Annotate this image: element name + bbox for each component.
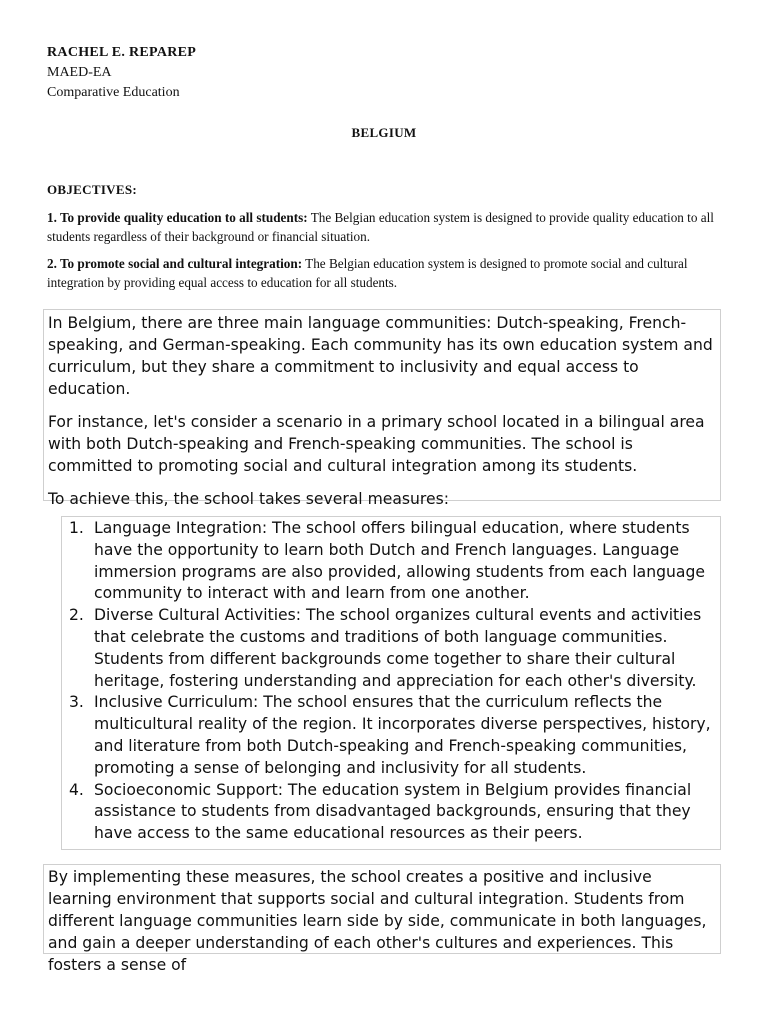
list-text: Language Integration: The school offers bilingual education, where students have the opportunity to learn both Dutch and French languages. Language immersion programs are also provided, allowing students from each language community to interact with and learn from one another. [94,519,705,603]
conclusion-paragraph: By implementing these measures, the school creates a positive and inclusive learning environment that supports social and cultural integration. Students from different language communities learn side by side, communicate in both languages, and gain a deeper understanding of each other's cultures and experiences. This fosters a sense of [48,868,707,974]
list-text: Socioeconomic Support: The education system in Belgium provides financial assistance to students from disadvantaged backgrounds, ensuring that they have access to the same educational resources as their peers. [94,780,692,843]
list-item [66,780,716,845]
objective-text: The Belgian education system is designed to provide quality education to all students regardless of their background or financial situation. [47,210,714,244]
intro-paragraph: For instance, let's consider a scenario in a primary school located in a bilingual area with both Dutch-speaking and French-speaking communities. The school is committed to promoting social and cultural integration among its students. [48,413,705,475]
conclusion-text-box [43,864,721,974]
intro-text-box [43,309,721,508]
list-number: 1. [69,519,84,537]
measures-list-box [61,516,721,850]
objective-text: The Belgian education system is designed to promote social and cultural integration by providing equal access to education for all students. [47,256,688,290]
list-item [66,605,716,692]
author-name: RACHEL E. REPAREP [47,45,197,60]
objective-item [47,255,727,292]
list-number: 3. [69,693,84,712]
intro-paragraph: In Belgium, there are three main language communities: Dutch-speaking, French-speaking, and German-speaking. Each community has its own education system and curriculum, but they share a commitment to inclusivity and equal access to education. [48,314,713,398]
measures-list [66,518,716,845]
objective-label: 1. To provide quality education to all students: [47,210,308,225]
document-title: BELGIUM [351,125,417,140]
intro-paragraph: To achieve this, the school takes several measures: [48,490,449,508]
program-name: MAED-EA [47,65,112,80]
list-item [66,692,716,779]
objectives-heading: OBJECTIVES: [47,182,137,197]
objective-item [47,209,727,246]
objective-label: 2. To promote social and cultural integration: [47,256,303,271]
document-header [47,43,196,103]
list-text: Diverse Cultural Activities: The school organizes cultural events and activities that celebrate the customs and traditions of both language communities. Students from different backgrounds come together to share their cultural heritage, fostering understanding and appreciation for each other's diversity. [94,606,702,690]
list-text: Inclusive Curriculum: The school ensures that the curriculum reflects the multicultural reality of the region. It incorporates diverse perspectives, history, and literature from both Dutch-speaking and French-speaking communities, promoting a sense of belonging and inclusivity for all students. [94,693,711,777]
list-number: 4. [69,780,84,799]
list-number: 2. [69,606,84,625]
course-name: Comparative Education [47,85,180,100]
list-item [66,518,716,605]
